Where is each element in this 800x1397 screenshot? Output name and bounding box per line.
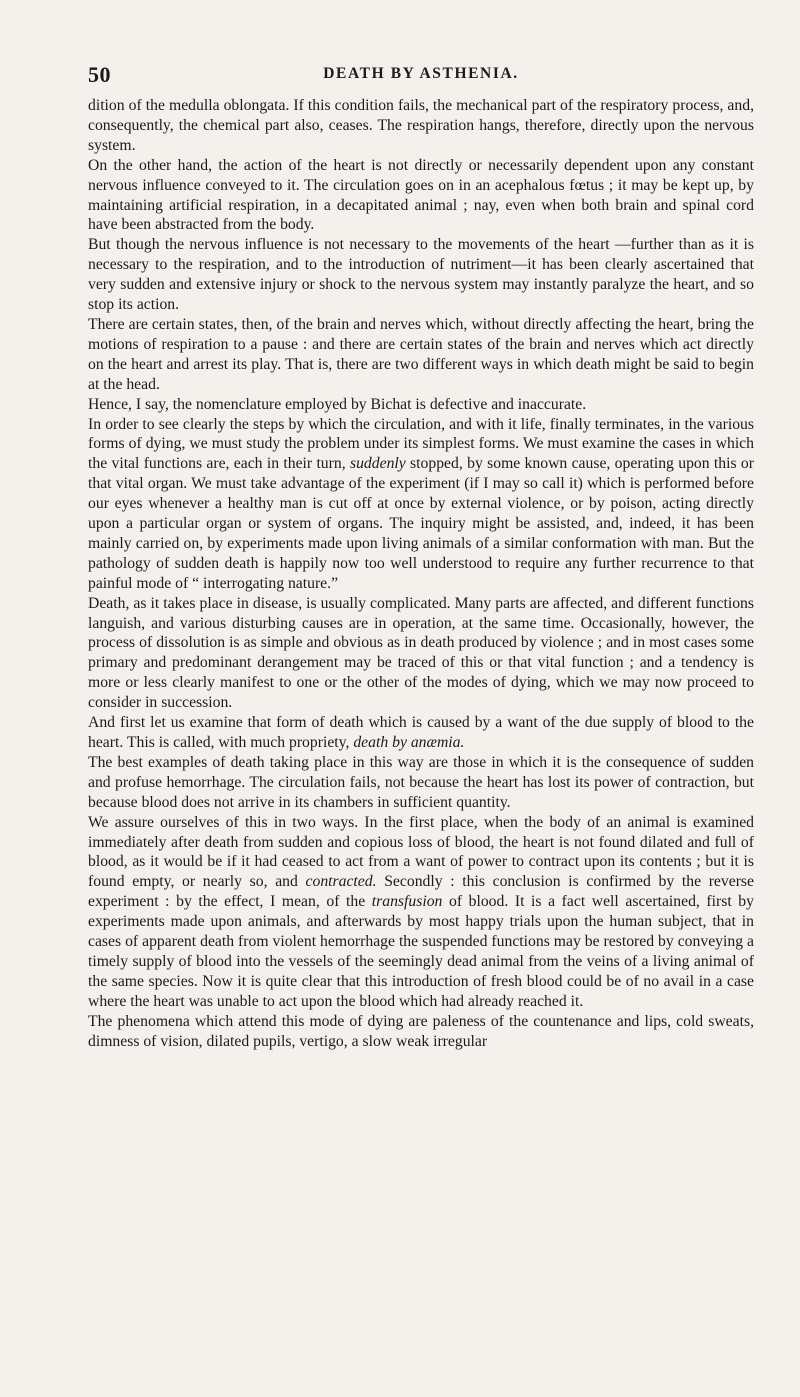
page-number: 50 [88, 62, 111, 87]
paragraph-2: On the other hand, the action of the heart is not directly or necessarily dependent upon any constant nervous influence conveyed to it. The circulation goes on in an acephalous fœtus ; it may be kept up, by maintaining artificial respiration, in a decapitated animal ; nay, even when both brain and spinal cord have been abstracted from the body. [88, 156, 754, 234]
paragraph-10-italic-b: transfusion [371, 893, 443, 911]
body-text [88, 96, 754, 1052]
page-header [88, 62, 754, 90]
paragraph-10-italic-a: contracted. [305, 873, 377, 891]
paragraph-1: dition of the medulla oblongata. If this condition fails, the mechanical part of the respiratory process, and, consequently, the chemical part also, ceases. The respiration hangs, therefore, directly upon the nervous system. [88, 97, 754, 154]
paragraph-8 [88, 713, 754, 753]
paragraph-6 [88, 415, 754, 594]
paragraph-4: There are certain states, then, of the brain and nerves which, without directly affecting the heart, bring the motions of respiration to a pause : and there are certain states of the brain and nerves which act directly on the heart and arrest its play. That is, there are two different ways in which death might be said to begin at the head. [88, 315, 754, 393]
paragraph-9: The best examples of death taking place in this way are those in which it is the consequence of sudden and profuse hemorrhage. The circulation fails, not because the heart has lost its power of contraction, but because blood does not arrive in its chambers in sufficient quantity. [88, 753, 754, 811]
paragraph-5: Hence, I say, the nomenclature employed by Bichat is defective and inaccurate. [88, 395, 587, 413]
paragraph-6-italic: suddenly [349, 455, 406, 473]
paragraph-8-italic: death by anæmia. [353, 734, 465, 751]
paragraph-10-text-c: of blood. It is a fact well ascertained, first by experiments made upon animals, and afterwards by most happy trials upon the human subject, that in cases of apparent death from violent hemorrhage the suspended functions may be restored by conveying a timely supply of blood into the vessels of the seemingly dead animal from the veins of a living animal of the same species. Now it is quite clear that this introduction of fresh blood could be of no avail in a case where the heart was unable to act upon the blood which had already reached it. [88, 893, 754, 1010]
paragraph-10-text-a: We assure ourselves of this in two ways. In the first place, when the body of an animal is examined immediately after death from sudden and copious loss of blood, the heart is not found dilated and full of blood, as it would be if it had ceased to act from a want of power to contract upon its contents ; but it is found empty, or nearly so, and [88, 813, 754, 891]
paragraph-7: Death, as it takes place in disease, is usually complicated. Many parts are affected, and different functions languish, and various disturbing causes are in operation, at the same time. Occasionally, however, the process of dissolution is as simple and obvious as in death produced by violence ; and in most cases some primary and predominant derangement may be traced of this or that vital function ; and a tendency is more or less clearly manifest to one or the other of the modes of dying, which we may now proceed to consider in succession. [88, 594, 754, 712]
running-head: DEATH BY ASTHENIA. [323, 65, 519, 82]
paragraph-6-text-b: stopped, by some known cause, operating upon this or that vital organ. We must take advantage of the experiment (if I may so call it) which is performed before our eyes whenever a healthy man is cut off at once by external violence, or by poison, acting directly upon a particular organ or system of organs. The inquiry might be assisted, and, indeed, it has been mainly carried on, by experiments made upon living animals of a similar conformation with man. But the pathology of sudden death is happily now too well understood to require any further recurrence to that painful mode of “ interrogating nature.” [88, 455, 754, 592]
paragraph-3: But though the nervous influence is not necessary to the movements of the heart —further than as it is necessary to the respiration, and to the introduction of nutriment—it has been clearly ascertained that very sudden and extensive injury or shock to the nervous system may instantly paralyze the heart, and so stop its action. [88, 236, 754, 314]
paragraph-10 [88, 813, 754, 1012]
paragraph-10-text-b: Secondly : this conclusion is confirmed by the reverse experiment : by the effect, I mean, of the [88, 873, 754, 911]
paragraph-6-text-a: In order to see clearly the steps by which the circulation, and with it life, finally terminates, in the various forms of dying, we must study the problem under its simplest forms. We must examine the cases in which the vital functions are, each in their turn, [88, 415, 754, 473]
paragraph-11: The phenomena which attend this mode of dying are paleness of the countenance and lips, cold sweats, dimness of vision, dilated pupils, vertigo, a slow weak irregular [88, 1012, 754, 1050]
paragraph-8-text-a: And first let us examine that form of death which is caused by a want of the due supply of blood to the heart. This is called, with much propriety, [88, 714, 754, 751]
